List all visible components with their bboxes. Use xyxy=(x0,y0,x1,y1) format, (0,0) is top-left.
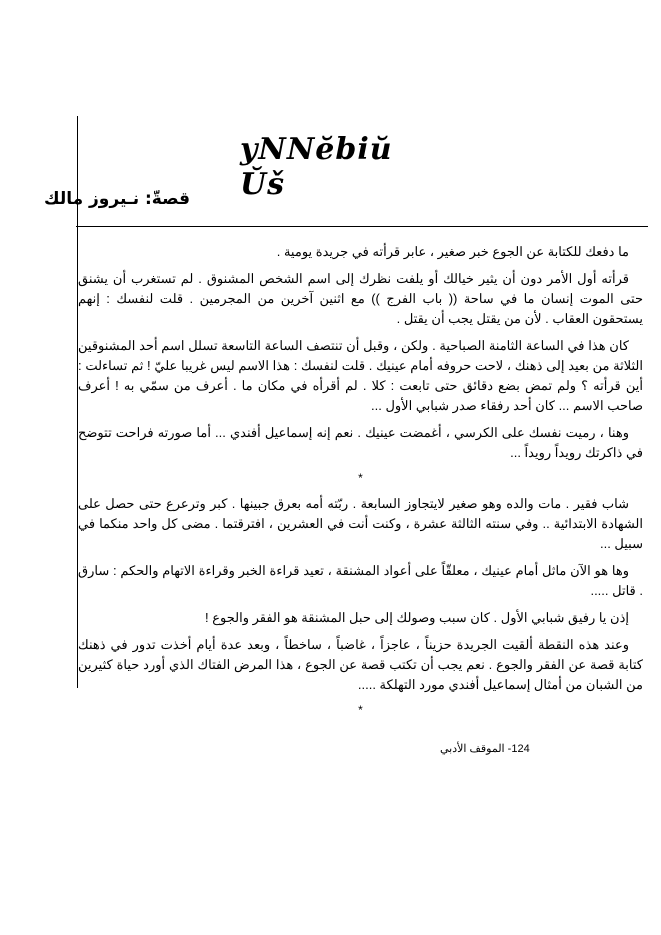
page-footer: 124- الموقف الأدبي xyxy=(440,743,530,755)
story-body xyxy=(78,242,643,726)
story-title: yNNĕbiŭ Ŭš xyxy=(240,132,393,202)
story-author-line: قصةّ: نـيروز مالك xyxy=(43,189,190,209)
title-frame-left-border xyxy=(77,116,78,226)
section-separator: * xyxy=(358,703,363,717)
paragraph: ما دفعك للكتابة عن الجوع خبر صغير ، عابر قرأته في جريدة يومية . xyxy=(276,244,629,259)
paragraph: وها هو الآن ماثل أمام عينيك ، معلقّاً على أعواد المشنقة ، تعيد قراءة الخبر وقراءة الاتهام والحكم : سارق . قاتل ..... xyxy=(78,563,643,598)
paragraph: قرأته أول الأمر دون أن يثير خيالك أو يلفت نظرك إلى اسم الشخص المشنوق . لم تستغرب أن يشنق حتى الموت إنسان ما في ساحة (( باب الفرج )) مع اثنين آخرين من المجرمين . قلت لنفسك : إنهم يستحقون العقاب . لأن من يقتل يجب أن يقتل . xyxy=(78,271,643,326)
body-frame-top-border xyxy=(76,226,648,227)
section-separator: * xyxy=(358,471,363,485)
paragraph: وهنا ، رميت نفسك على الكرسي ، أغمضت عينيك . نعم إنه إسماعيل أفندي ... أما صورته فراحت تتوضح في ذاكرتك رويداً رويداً ... xyxy=(78,425,643,460)
paragraph: إذن يا رفيق شبابي الأول . كان سبب وصولك إلى حبل المشنقة هو الفقر والجوع ! xyxy=(205,610,629,625)
paragraph: شاب فقير . مات والده وهو صغير لايتجاوز السابعة . ربّته أمه بعرق جبينها . كبر وترعرع حتى حصل على الشهادة الابتدائية .. وفي سنته الثالثة عشرة ، وكنت أنت في العشرين ، افترقتما . مضى كل واحد منكما في سبيل ... xyxy=(78,496,643,551)
paragraph: وعند هذه النقطة ألقيت الجريدة حزيناً ، عاجزاً ، غاضباً ، ساخطاً ، وبعد عدة أيام أخذت تدور في ذهنك كتابة قصة عن الفقر والجوع . نعم يجب أن تكتب قصة عن الجوع ، هذا المرض الفتاك الذي أورد حياة كثيرين من الشبان من أمثال إسماعيل أفندي مورد التهلكة ..... xyxy=(78,637,643,692)
paragraph: كان هذا في الساعة الثامنة الصباحية . ولكن ، وقبل أن تنتصف الساعة التاسعة تسلل اسم أحد المشنوقين الثلاثة من بعيد إلى ذهنك ، لاحت حروفه أمام عينيك . قلت لنفسك : هذا الاسم ليس غريبا عليّ ! ثم تساءلت : أين قرأته ؟ ولم تمض بضع دقائق حتى تابعت : كلا . لم أقرأه في مكان ما . أعرف من سمّي به ! أعرف صاحب الاسم ... كان أحد رفقاء صدر شبابي الأول ... xyxy=(78,338,643,413)
